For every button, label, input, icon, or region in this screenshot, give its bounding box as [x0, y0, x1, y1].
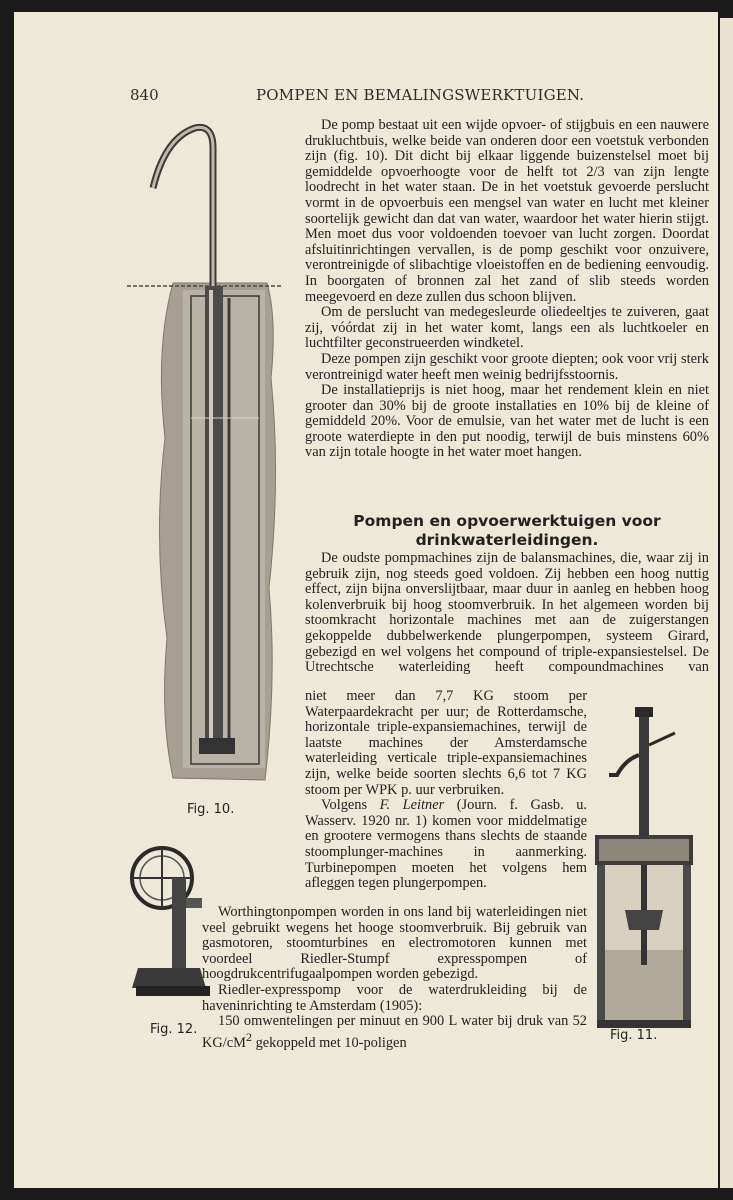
text-block-top: [305, 118, 709, 461]
text-block-balance-machines: [305, 551, 709, 676]
section-title: Pompen en opvoerwerktuigen voor drinkwaterleidingen.: [353, 512, 661, 549]
text-block-bottom: [202, 905, 587, 1051]
paragraph-cost-efficiency: De installatieprijs is niet hoog, maar het rendement klein en niet grooter dan 30% bij de groote installaties en 10% bij de kleine of gemiddeld 20%. Voor de emulsie, van het water met de lucht is een groote waterdiepte in den put noodig, terwijl de buis minstens 60% van zijn totale hoogte in het water moet hangen.: [305, 382, 709, 461]
figure-12-wheel-pump: [128, 838, 210, 1008]
paragraph-oil-filter: Om de perslucht van medegesleurde oliedeeltjes te zuiveren, gaat zij, vóórdat zij in het water komt, langs een als luchtkoeler en luchtfilter geconstrueerden windketel.: [305, 304, 709, 352]
specs-superscript: 2: [245, 1029, 252, 1044]
caption-fig-10: Fig. 10.: [187, 802, 235, 817]
paragraph-worthington: Worthingtonpompen worden in ons land bij waterleidingen niet veel gebruikt wegens het hooge stoomverbruik. Bij gebruik van gasmotoren, stoomturbines en electromotoren kunnen met voordeel Riedler-Stumpf expresspompen of hoogdrukcentrifugaalpompen worden gebezigd.: [202, 904, 587, 983]
page-header: [130, 86, 690, 106]
paragraph-airlift-description: De pomp bestaat uit een wijde opvoer- of stijgbuis en een nauwere drukluchtbuis, welke beide van onderen door een voetstuk verbonden zijn (fig. 10). Dit dicht bij elkaar liggende buizenstelsel moet bij gemiddelde opvoerhoogte voor de helft tot 2/3 van zijn lengte loodrecht in het water staan. De in het voetstuk gevoerde perslucht vormt in de opvoerbuis een mengsel van water en lucht met kleiner soortelijk gewicht dan dat van water, waardoor het water hierin stijgt. Men moet dus voor voldoenden toevoer van lucht zorgen. Doordat afsluitinrichtingen vervallen, is de pomp geschikt voor onzuivere, verontreinigde of slibachtige vloeistoffen en de bediening eenvoudig. In boorgaten of bronnen zal het zand of slib steeds worden meegevoerd en deze zullen dus schoon blijven.: [305, 117, 709, 305]
leitner-lead: Volgens: [321, 797, 368, 814]
paragraph-specs: [202, 1014, 587, 1051]
text-block-steam-consumption: [305, 689, 587, 892]
paragraph-steam-consumption: niet meer dan 7,7 KG stoom per Waterpaardekracht per uur; de Rotterdamsche, horizontale triple-expansiemachines, terwijl de laatste machines der Amsterdamsche waterleiding verticale triple-expansiemachines zijn, welke beide soorten slechts 6,6 tot 7 KG stoom per WPK p. uur verbruiken.: [305, 688, 587, 798]
specs-text-end: gekoppeld met 10-poligen: [251, 1034, 407, 1051]
leitner-rest: (Journ. f. Gasb. u. Wasserv. 1920 nr. 1) komen voor middelmatige en grootere vermogens thans slechts de staande stoomplunger-machines in aanmerking. Turbinepompen moeten het volgens hem afleggen tegen plungerpompen.: [305, 797, 587, 892]
leitner-author: F. Leitner: [379, 797, 445, 814]
paragraph-balance-machines: De oudste pompmachines zijn de balansmachines, die, waar zij in gebruik zijn, nog steeds goed voldoen. Zij hebben een hoog nuttig effect, zijn bijna onverslijtbaar, maar duur in aanleg en hebben hoog kolenverbruik bij hoog stoomverbruik. In het algemeen worden bij stoomkracht horizontale machines met aan de zuigerstangen gekoppelde dubbelwerkende plungerpompen, systeem Girard, gebezigd en wel volgens het compound of triple-expansiestelsel. De Utrechtsche waterleiding heeft compoundmachines van: [305, 550, 709, 676]
paragraph-depth: Deze pompen zijn geschikt voor groote diepten; ook voor vrij sterk verontreinigd water heeft men weinig bedrijfsstoornis.: [305, 350, 709, 383]
caption-fig-12: Fig. 12.: [150, 1022, 198, 1037]
page-number: 840: [130, 86, 159, 104]
paragraph-leitner: [305, 798, 587, 892]
paragraph-riedler: Riedler-expresspomp voor de waterdrukleiding bij de haveninrichting te Amsterdam (1905):: [202, 981, 587, 1014]
specs-text: 150 omwentelingen per minuut en 900 L water bij druk van 52 KG/cM: [202, 1013, 587, 1051]
running-title: POMPEN EN BEMALINGSWERKTUIGEN.: [256, 86, 585, 104]
caption-fig-11: Fig. 11.: [610, 1028, 658, 1043]
figure-11-well-pump: [595, 705, 695, 1030]
next-page-edge: [720, 18, 733, 1188]
figure-10-airlift-pump: [125, 118, 285, 808]
